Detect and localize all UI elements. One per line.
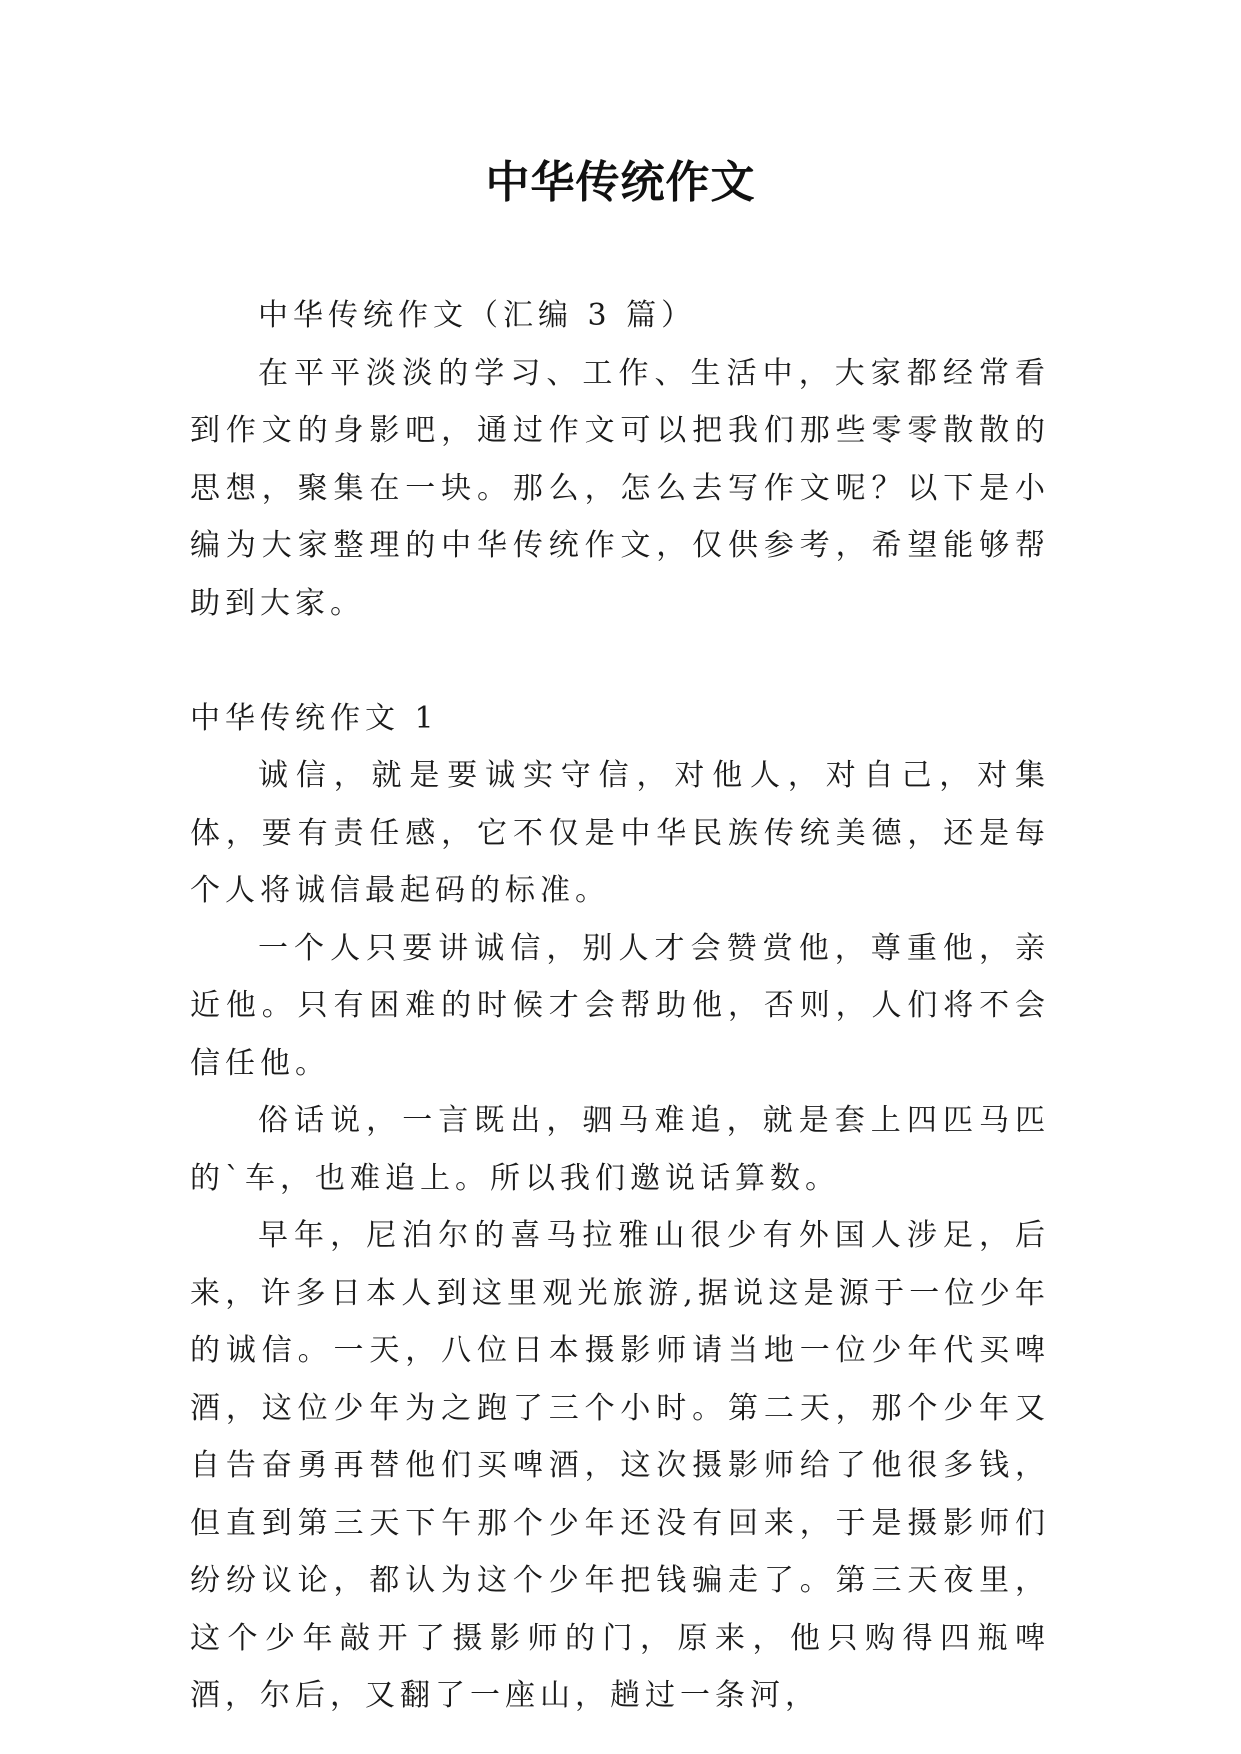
section-heading: 中华传统作文 1 <box>190 700 439 736</box>
body-paragraph: 早年，尼泊尔的喜马拉雅山很少有外国人涉足，后来，许多日本人到这里观光旅游,据说这是源于一位少年的诚信。一天，八位日本摄影师请当地一位少年代买啤酒，这位少年为之跑了三个小时。第二天，那个少年又自告奋勇再替他们买啤酒，这次摄影师给了他很多钱，但直到第三天下午那个少年还没有回来，于是摄影师们纷纷议论，都认为这个少年把钱骗走了。第三天夜里，这个少年敲开了摄影师的门，原来，他只购得四瓶啤酒，尔后，又翻了一座山，趟过一条河， <box>190 1218 1050 1713</box>
body-paragraph: 俗话说，一言既出，驷马难追，就是套上四匹马匹的`车，也难追上。所以我们邀说话算数。 <box>190 1103 1050 1196</box>
section-spacer <box>190 632 1050 690</box>
document-body <box>190 287 1050 1725</box>
document-title: 中华传统作文 <box>485 157 756 208</box>
subtitle-line: 中华传统作文（汇编 3 篇） <box>258 298 697 333</box>
body-paragraph: 诚信，就是要诚实守信，对他人，对自己，对集体，要有责任感，它不仅是中华民族传统美德，还是每个人将诚信最起码的标准。 <box>190 758 1050 908</box>
body-paragraph: 一个人只要讲诚信，别人才会赞赏他，尊重他，亲近他。只有困难的时候才会帮助他，否则，人们将不会信任他。 <box>190 930 1050 1081</box>
intro-paragraph: 在平平淡淡的学习、工作、生活中，大家都经常看到作文的身影吧，通过作文可以把我们那些零零散散的思想，聚集在一块。那么，怎么去写作文呢？以下是小编为大家整理的中华传统作文，仅供参考，希望能够帮助到大家。 <box>190 355 1050 621</box>
